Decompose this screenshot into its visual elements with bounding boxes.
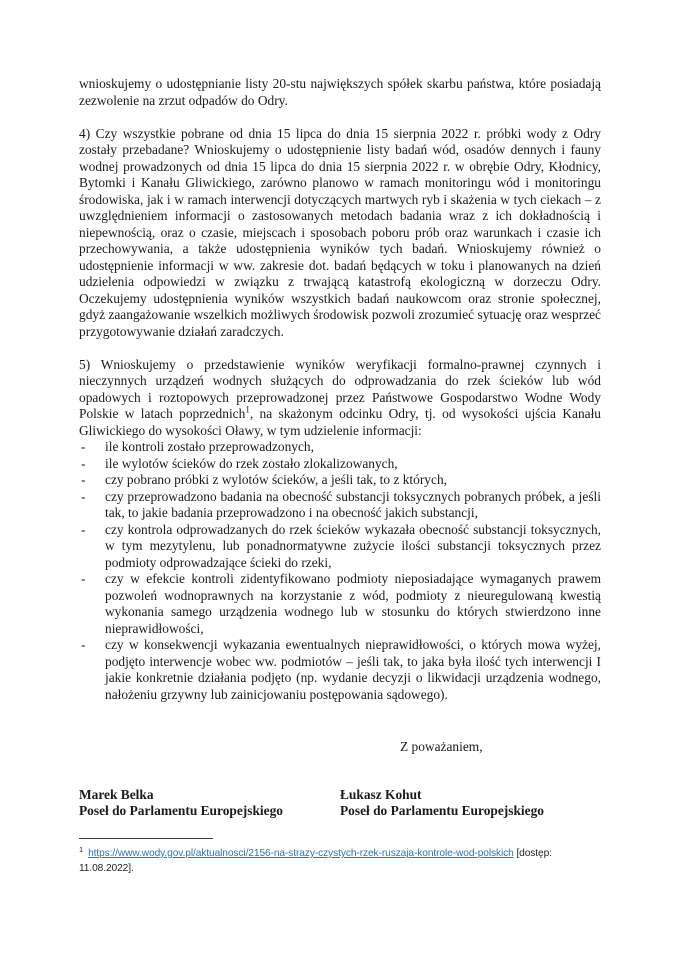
signatory-title: Poseł do Parlamentu Europejskiego [79, 803, 283, 818]
intro-paragraph: wnioskujemy o udostępnianie listy 20-stu największych spółek skarbu państwa, które posiadają zezwolenie na zrzut odpadów do Odry. [79, 76, 601, 108]
list-item-text: ile kontroli zostało przeprowadzonych, [105, 439, 314, 454]
dash-bullet: - [81, 521, 86, 537]
paragraph-5-text-before-ref: 5) Wnioskujemy o przedstawienie wyników weryfikacji formalno-prawnej czynnych i nieczynnych urządzeń wodnych służących do odprowadzania do rzek ścieków lub wód opadowych i roztopowych przeprowadzonej przez Państwowe Gospodarstwo Wodne Wody Polskie w latach poprzednich [79, 356, 601, 421]
footnote [79, 838, 603, 876]
list-item [79, 456, 601, 473]
list-item [79, 472, 601, 489]
closing-salutation: Z poważaniem, [400, 739, 483, 754]
dash-bullet: - [81, 488, 86, 504]
footnote-link[interactable]: https://www.wody.gov.pl/aktualnosci/2156-na-strazy-czystych-rzek-ruszaja-kontrole-wod-polskich [88, 848, 514, 859]
footnote-separator-line [79, 838, 213, 839]
list-item [79, 571, 601, 637]
footnote-reference-marker: 1 [245, 404, 250, 415]
footnote-text [79, 846, 603, 876]
paragraph-5 [79, 357, 601, 440]
list-item-text: czy w konsekwencji wykazania ewentualnych nieprawidłowości, o których mowa wyżej, podjęto interwencje wobec ww. podmiotów – jeśli tak, to jaka była ilość tych interwencji I jakie konkretnie działania podjęto (np. wydanie decyzji o likwidacji urządzenia wodnego, nałożeniu grzywny lub zainicjowaniu postępowania sądowego). [105, 637, 601, 702]
dash-bullet: - [81, 439, 86, 454]
list-item-text: czy pobrano próbki z wylotów ścieków, a jeśli tak, to z których, [105, 472, 447, 487]
list-item [79, 522, 601, 572]
signature-block [79, 787, 601, 820]
list-item [79, 439, 601, 456]
list-item [79, 489, 601, 522]
list-item [79, 637, 601, 703]
dash-bullet: - [81, 455, 86, 471]
list-item-text: czy kontrola odprowadzanych do rzek ścieków wykazała obecność substancji toksycznych, w tym mezytylenu, lub ponadnormatywne zużycie ilości substancji toksycznych przez podmioty odprowadzające ścieki do rzeki, [105, 521, 601, 570]
signatory-title: Poseł do Parlamentu Europejskiego [340, 803, 544, 818]
footnote-number: 1 [79, 844, 84, 854]
letter-body [79, 76, 601, 820]
list-item-text: czy przeprowadzono badania na obecność substancji toksycznych pobranych próbek, a jeśli tak, to jakie badania przeprowadzono i na obecność jakich substancji, [105, 488, 601, 520]
signature-left [79, 787, 340, 820]
footnote-access-note: [dostęp: 11.08.2022]. [79, 848, 552, 874]
dash-bullet: - [81, 472, 86, 487]
signatory-name: Marek Belka [79, 786, 154, 802]
paragraph-4: 4) Czy wszystkie pobrane od dnia 15 lipca do dnia 15 sierpnia 2022 r. próbki wody z Odry zostały przebadane? Wnioskujemy o udostępnienie listy badań wód, osadów dennych i fauny wodnej prowadzonych od dnia 15 lipca do dnia 15 sierpnia 2022 r. w obrębie Odry, Kłodnicy, Bytomki i Kanału Gliwickiego, zarówno planowo w ramach monitoringu wód i monitoringu środowiska, jak i w ramach interwencji dotyczących martwych ryb i skażenia w tych ciekach – z uwzględnieniem informacji o zastosowanych metodach badania wraz z ich dokładnością i niepewnością, oraz o czasie, miejscach i sposobach poboru prób oraz warunkach i czasie ich przechowywania, a także udostępnienia wyników tych badań. Wnioskujemy również o udostępnienie informacji w ww. zakresie dot. badań będących w toku i planowanych na dzień udzielenia odpowiedzi w związku z trwającą katastrofą ekologiczną w dorzeczu Odry. Oczekujemy udostępnienia wyników wszystkich badań naukowcom oraz stronie społecznej, gdyż zaangażowanie wszelkich możliwych środowisk pozwoli zrozumieć sytuację oraz wesprzeć przygotowywanie działań zaradczych. [79, 125, 601, 339]
signatory-name: Łukasz Kohut [340, 786, 422, 802]
list-item-text: czy w efekcie kontroli zidentyfikowano podmioty nieposiadające wymaganych prawem pozwoleń wodnoprawnych na korzystanie z wód, podmioty z nieuregulowaną kwestią wykonania samego urządzenia wodnego lub w stosunku do których stwierdzono inne nieprawidłowości, [105, 571, 601, 636]
question-list [79, 439, 601, 703]
dash-bullet: - [81, 571, 86, 586]
dash-bullet: - [81, 637, 86, 652]
paragraph-5-text-after-ref: , na skażonym odcinku Odry, tj. od wysokości ujścia Kanału Gliwickiego do wysokości Oławy, w tym udzielenie informacji: [79, 406, 602, 438]
list-item-text: ile wylotów ścieków do rzek zostało zlokalizowanych, [105, 455, 398, 471]
signature-right [340, 787, 601, 820]
